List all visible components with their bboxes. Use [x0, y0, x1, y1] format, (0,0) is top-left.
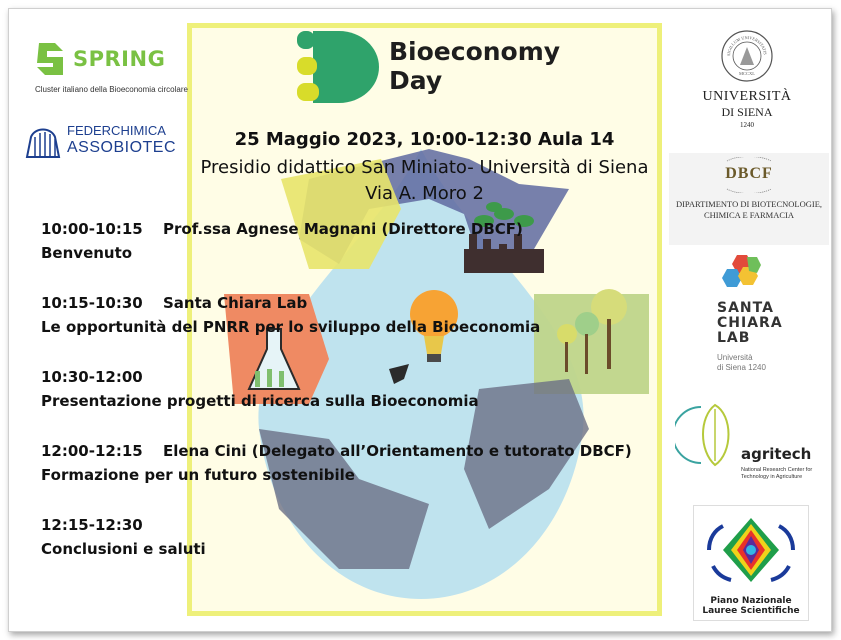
agritech-sub1: National Research Center for — [741, 467, 813, 473]
unisi-seal-text: SIGILLUM UNIVERSITATIS — [725, 34, 768, 57]
program-item-5 — [41, 513, 641, 561]
program-item-4 — [41, 439, 641, 487]
federchimica-line1: FEDERCHIMICA — [67, 123, 166, 138]
pls-rainbow-icon — [701, 510, 801, 590]
dbcf-name — [669, 199, 829, 221]
program-topic: Benvenuto — [41, 244, 133, 262]
agritech-leaf-icon — [675, 401, 745, 471]
program-time: 12:00-12:15 — [41, 442, 143, 460]
dbcf-line2: CHIMICA E FARMACIA — [703, 210, 795, 220]
unisi-year: 1240 — [740, 121, 754, 129]
dbcf-line1: DIPARTIMENTO DI BIOTECNOLOGIE, — [675, 199, 823, 209]
program-speaker: Elena Cini (Delegato all’Orientamento e tutorato DBCF) — [163, 442, 632, 460]
santa-chiara-sub — [717, 353, 766, 373]
program-topic: Conclusioni e saluti — [41, 540, 206, 558]
federchimica-line2: ASSOBIOTEC — [67, 139, 177, 156]
program-topic: Formazione per un futuro sostenibile — [41, 466, 355, 484]
program-speaker: Santa Chiara Lab — [163, 294, 308, 312]
slide — [8, 8, 832, 632]
program-topic: Le opportunità del PNRR per lo sviluppo della Bioeconomia — [41, 318, 541, 336]
dbcf-logo — [669, 153, 829, 245]
agritech-name: agritech — [741, 445, 812, 463]
program-time: 10:00-10:15 — [41, 220, 143, 238]
spring-logo — [29, 37, 188, 99]
program-time: 12:15-12:30 — [41, 516, 143, 534]
program-topic: Presentazione progetti di ricerca sulla Bioeconomia — [41, 392, 479, 410]
unisi-seal-icon — [720, 29, 774, 83]
title-line-1: Bioeconomy — [389, 37, 561, 66]
agritech-sub — [741, 467, 812, 481]
program-item-3 — [41, 365, 641, 413]
pls-name — [694, 596, 808, 616]
title-line-2: Day — [389, 66, 443, 95]
unisi-seal-year: MCCXL — [738, 71, 756, 76]
santa-chiara-line3: LAB — [717, 330, 751, 346]
bioeconomy-day-logo-icon — [287, 25, 383, 105]
santa-chiara-line1: SANTA — [717, 300, 774, 316]
program-time: 10:30-12:00 — [41, 368, 143, 386]
santa-chiara-sub2: di Siena 1240 — [717, 363, 766, 372]
event-place: Presidio didattico San Miniato- Università di Siena — [200, 157, 649, 178]
unisi-logo — [699, 23, 795, 131]
pls-logo — [693, 505, 809, 621]
bioeconomy-day-title — [389, 37, 560, 95]
pls-line1: Piano Nazionale — [710, 596, 792, 606]
dbcf-abbr: DBCF — [725, 165, 773, 182]
bioeconomy-day-header — [287, 21, 607, 107]
agritech-logo — [675, 401, 825, 497]
event-address: Via A. Moro 2 — [365, 183, 484, 204]
federchimica-shell-icon — [25, 123, 61, 159]
program-item-2 — [41, 291, 641, 339]
program-time: 10:15-10:30 — [41, 294, 143, 312]
event-date-time: 25 Maggio 2023, 10:00-12:30 Aula 14 — [234, 129, 615, 150]
spring-subtitle: Cluster italiano della Bioeconomia circolare — [35, 85, 188, 94]
spring-s-icon — [33, 39, 67, 79]
pls-line2: Lauree Scientifiche — [702, 606, 800, 616]
federchimica-logo — [23, 121, 183, 163]
unisi-line2: DI SIENA — [721, 105, 773, 119]
agritech-sub2: Technology in Agriculture — [741, 474, 803, 480]
spring-name: SPRING — [73, 47, 166, 71]
santa-chiara-name — [717, 301, 783, 346]
santa-chiara-sub1: Università — [717, 353, 753, 362]
santa-chiara-hexagons-icon — [717, 253, 767, 293]
unisi-line1: UNIVERSITÀ — [702, 89, 792, 104]
santa-chiara-lab-logo — [715, 249, 825, 379]
santa-chiara-line2: CHIARA — [717, 315, 783, 331]
program-speaker: Prof.ssa Agnese Magnani (Direttore DBCF) — [163, 220, 523, 238]
program-item-1 — [41, 217, 641, 265]
